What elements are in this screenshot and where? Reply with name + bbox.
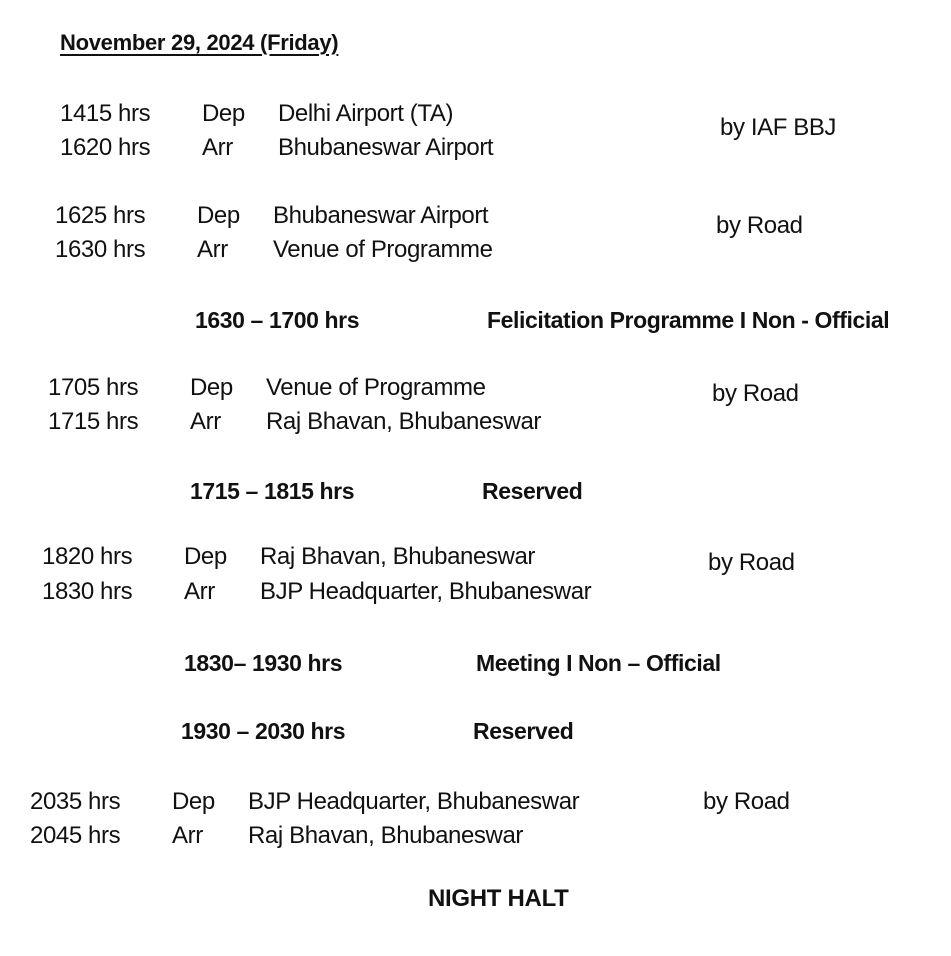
event-3 [184,650,784,682]
arrival-place: Raj Bhavan, Bhubaneswar [266,408,541,435]
event-name: Felicitation Programme I Non - Official [487,307,890,333]
arrival-label: Arr [190,408,221,435]
departure-label: Dep [190,374,233,401]
arrival-time: 1630 hrs [55,236,146,263]
departure-place: BJP Headquarter, Bhubaneswar [248,788,580,815]
event-time: 1630 – 1700 hrs [195,307,360,333]
event-name: Meeting I Non – Official [476,650,721,676]
departure-place: Raj Bhavan, Bhubaneswar [260,543,535,570]
arrival-place: Bhubaneswar Airport [278,134,494,161]
event-1 [195,307,935,339]
event-2 [190,478,690,510]
departure-place: Venue of Programme [266,374,486,401]
departure-time: 2035 hrs [30,788,121,815]
departure-label: Dep [184,543,227,570]
departure-time: 1625 hrs [55,202,146,229]
departure-time: 1820 hrs [42,543,133,570]
leg-2-travel-mode: by Road [716,212,803,239]
arrival-time: 1715 hrs [48,408,139,435]
leg-3-travel-mode: by Road [712,380,799,407]
departure-place: Delhi Airport (TA) [278,100,454,127]
event-time: 1930 – 2030 hrs [181,718,346,744]
leg-1-travel-mode: by IAF BBJ [720,114,837,141]
event-time: 1715 – 1815 hrs [190,478,355,504]
event-4 [181,718,681,750]
departure-time: 1705 hrs [48,374,139,401]
departure-place: Bhubaneswar Airport [273,202,489,229]
night-halt-label: NIGHT HALT [428,885,569,912]
event-name: Reserved [482,478,583,504]
arrival-label: Arr [184,578,215,605]
leg-4-travel-mode: by Road [708,549,795,576]
departure-label: Dep [197,202,240,229]
departure-time: 1415 hrs [60,100,151,127]
arrival-place: BJP Headquarter, Bhubaneswar [260,578,592,605]
arrival-label: Arr [202,134,233,161]
departure-label: Dep [202,100,245,127]
arrival-time: 1830 hrs [42,578,133,605]
arrival-place: Raj Bhavan, Bhubaneswar [248,822,523,849]
event-time: 1830– 1930 hrs [184,650,343,676]
schedule-date-heading: November 29, 2024 (Friday) [60,30,339,55]
arrival-time: 1620 hrs [60,134,151,161]
arrival-label: Arr [197,236,228,263]
departure-label: Dep [172,788,215,815]
arrival-time: 2045 hrs [30,822,121,849]
leg-5-travel-mode: by Road [703,788,790,815]
arrival-label: Arr [172,822,203,849]
arrival-place: Venue of Programme [273,236,493,263]
event-name: Reserved [473,718,574,744]
